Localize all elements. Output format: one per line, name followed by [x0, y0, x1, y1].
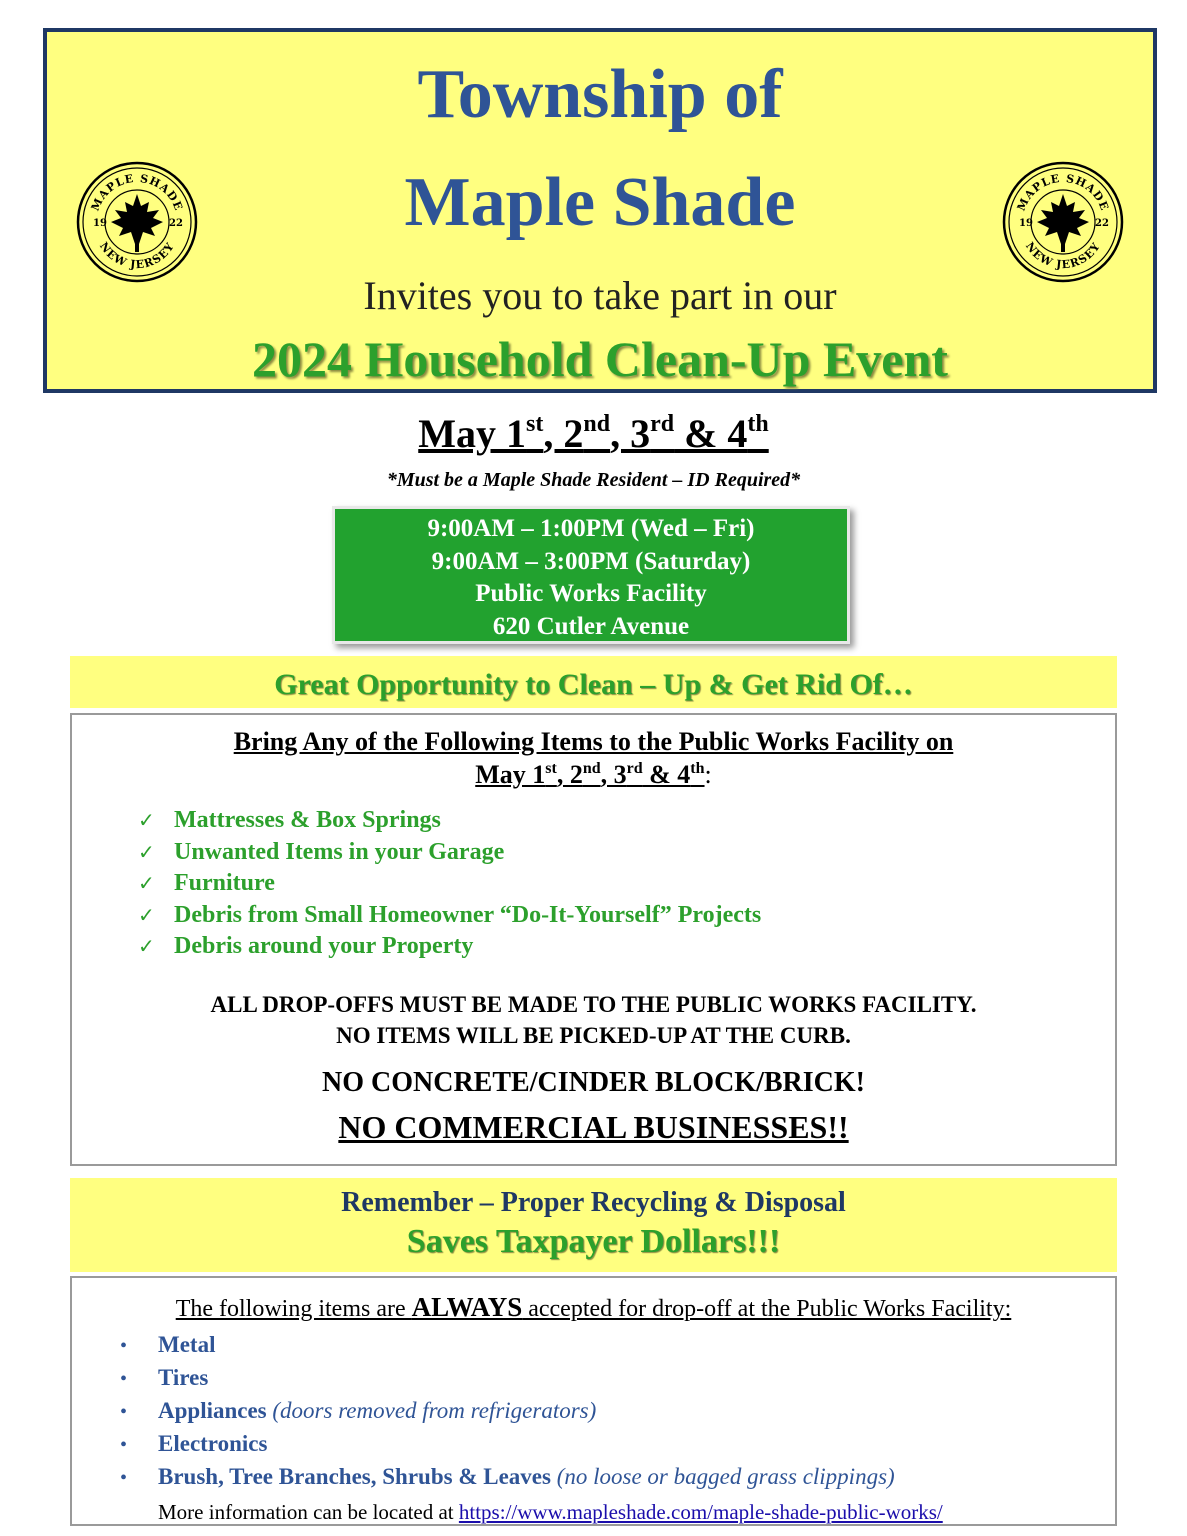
accepted-items-list	[138, 805, 1115, 963]
list-item: ✓ Furniture	[138, 868, 1115, 900]
items-box	[70, 713, 1117, 1166]
list-item: • Metal	[120, 1329, 1115, 1362]
bullet-icon: •	[120, 1335, 128, 1357]
svg-text:19: 19	[1019, 218, 1033, 229]
recycling-line: Remember – Proper Recycling & Disposal	[341, 1187, 846, 1218]
always-items-list	[120, 1329, 1115, 1494]
township-seal-right	[1001, 160, 1125, 284]
hours-weekday: 9:00AM – 1:00PM (Wed – Fri)	[427, 515, 755, 542]
list-item: • Tires	[120, 1362, 1115, 1395]
more-info: More information can be located at https://www.mapleshade.com/maple-shade-public-works/	[158, 1500, 943, 1524]
dropoff-notice: ALL DROP-OFFS MUST BE MADE TO THE PUBLIC WORKS FACILITY. NO ITEMS WILL BE PICKED-UP AT THE CURB.	[210, 991, 977, 1048]
taxpayer-line: Saves Taxpayer Dollars!!!	[406, 1223, 781, 1260]
no-commercial-notice: NO COMMERCIAL BUSINESSES!!	[338, 1108, 849, 1145]
bring-heading: Bring Any of the Following Items to the Public Works Facility on May 1st, 2nd, 3rd & 4th:	[233, 727, 954, 789]
list-item: • Appliances (doors removed from refrigerators)	[120, 1395, 1115, 1428]
township-seal-left	[75, 160, 199, 284]
list-item: ✓ Unwanted Items in your Garage	[138, 837, 1115, 869]
checkmark-icon: ✓	[138, 902, 155, 927]
resident-note: *Must be a Maple Shade Resident – ID Required*	[386, 469, 801, 491]
checkmark-icon: ✓	[138, 839, 155, 864]
list-item: ✓ Mattresses & Box Springs	[138, 805, 1115, 837]
title-line-1: Township of	[417, 56, 783, 133]
event-dates: May 1st, 2nd, 3rd & 4th	[418, 411, 769, 456]
svg-text:MAPLE SHADE: MAPLE SHADE	[1014, 171, 1112, 213]
facility-name: Public Works Facility	[475, 580, 707, 607]
svg-text:MAPLE SHADE: MAPLE SHADE	[88, 171, 186, 213]
list-item: ✓ Debris from Small Homeowner “Do-It-Yourself” Projects	[138, 900, 1115, 932]
svg-text:22: 22	[1095, 218, 1109, 229]
svg-text:NEW JERSEY: NEW JERSEY	[1022, 239, 1103, 272]
bullet-icon: •	[120, 1467, 128, 1489]
list-item: • Electronics	[120, 1428, 1115, 1461]
checkmark-icon: ✓	[138, 934, 155, 958]
bullet-icon: •	[120, 1368, 128, 1390]
opportunity-banner: Great Opportunity to Clean – Up & Get Rid Of…	[70, 656, 1117, 708]
hours-saturday: 9:00AM – 3:00PM (Saturday)	[431, 547, 751, 575]
bullet-icon: •	[120, 1434, 128, 1456]
facility-address: 620 Cutler Avenue	[492, 612, 690, 640]
title-line-2: Maple Shade	[404, 164, 796, 241]
recycling-banner	[70, 1178, 1117, 1272]
list-item: • Brush, Tree Branches, Shrubs & Leaves (no loose or bagged grass clippings)	[120, 1461, 1115, 1494]
no-concrete-notice: NO CONCRETE/CINDER BLOCK/BRICK!	[322, 1066, 865, 1098]
checkmark-icon: ✓	[138, 871, 155, 895]
list-item: ✓ Debris around your Property	[138, 931, 1115, 963]
always-heading: The following items are ALWAYS accepted for drop-off at the Public Works Facility:	[175, 1292, 1012, 1322]
bullet-icon: •	[120, 1401, 128, 1423]
header-box	[43, 28, 1157, 393]
always-accepted-box	[70, 1276, 1117, 1526]
svg-text:22: 22	[169, 218, 183, 229]
hours-box	[332, 506, 850, 644]
public-works-link[interactable]: https://www.mapleshade.com/maple-shade-public-works/	[458, 1500, 943, 1524]
svg-text:19: 19	[93, 218, 107, 229]
event-title: 2024 Household Clean-Up Event	[252, 331, 948, 387]
checkmark-icon: ✓	[138, 808, 155, 832]
invite-text: Invites you to take part in our	[363, 273, 837, 318]
svg-text:NEW JERSEY: NEW JERSEY	[96, 239, 177, 272]
